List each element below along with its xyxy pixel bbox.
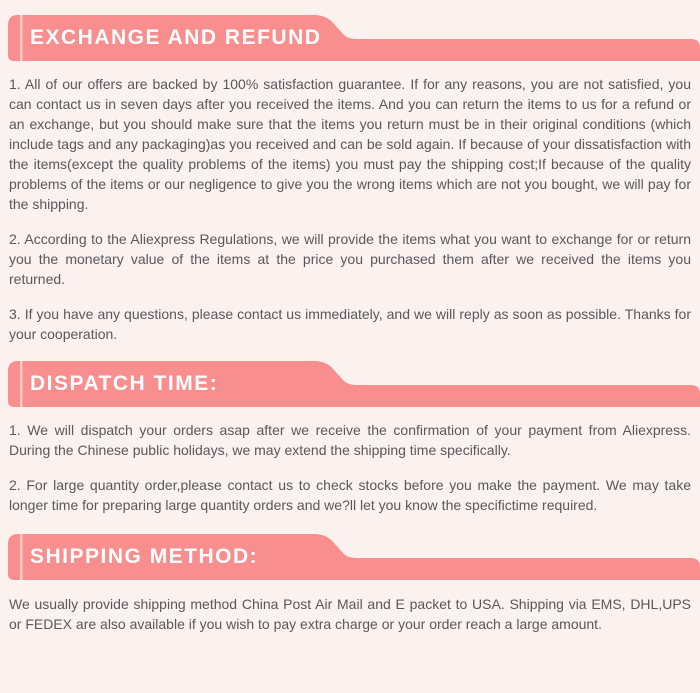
- section-dispatch-time: [0, 361, 700, 528]
- section-title: SHIPPING METHOD:: [30, 545, 259, 568]
- policy-paragraph: 2. For large quantity order,please contact us to check stocks before you make the payment. We may take longer time for preparing large quantity orders and we?ll let you know the specifictime required.: [9, 477, 691, 513]
- section-header-banner: [8, 15, 700, 61]
- policy-paragraph: 3. If you have any questions, please contact us immediately, and we will reply as soon as possible. Thanks for your cooperation.: [9, 306, 691, 342]
- section-body: [0, 407, 700, 528]
- section-header-banner: [8, 534, 700, 580]
- policy-paragraph: We usually provide shipping method China Post Air Mail and E packet to USA. Shipping via EMS, DHL,UPS or FEDEX are also available if you wish to pay extra charge or your order reach a large amount.: [9, 596, 691, 632]
- policy-paragraph: 1. We will dispatch your orders asap after we receive the confirmation of your payment from Aliexpress. During the Chinese public holidays, we may extend the shipping time specifically.: [9, 422, 691, 458]
- section-body: [0, 580, 700, 647]
- section-shipping-method: [0, 534, 700, 647]
- section-header-banner: [8, 361, 700, 407]
- section-title: DISPATCH TIME:: [30, 372, 219, 395]
- policy-paragraph: 2. According to the Aliexpress Regulations, we will provide the items what you want to exchange for or return you the monetary value of the items at the price you purchased them after we received the items you returned.: [9, 231, 691, 287]
- policy-paragraph: 1. All of our offers are backed by 100% satisfaction guarantee. If for any reasons, you are not satisfied, you can contact us in seven days after you received the items. And you can return the items to us for a refund or an exchange, but you should make sure that the items you return must be in their original conditions (which include tags and any packaging)as you received and can be sold again. If because of your dissatisfaction with the items(except the quality problems of the items) you must pay the shipping cost;If because of the quality problems of the items or our negligence to give you the wrong items which are not you bought, we will pay for the shipping.: [9, 76, 691, 212]
- section-title: EXCHANGE AND REFUND: [30, 26, 322, 49]
- section-body: [0, 61, 700, 357]
